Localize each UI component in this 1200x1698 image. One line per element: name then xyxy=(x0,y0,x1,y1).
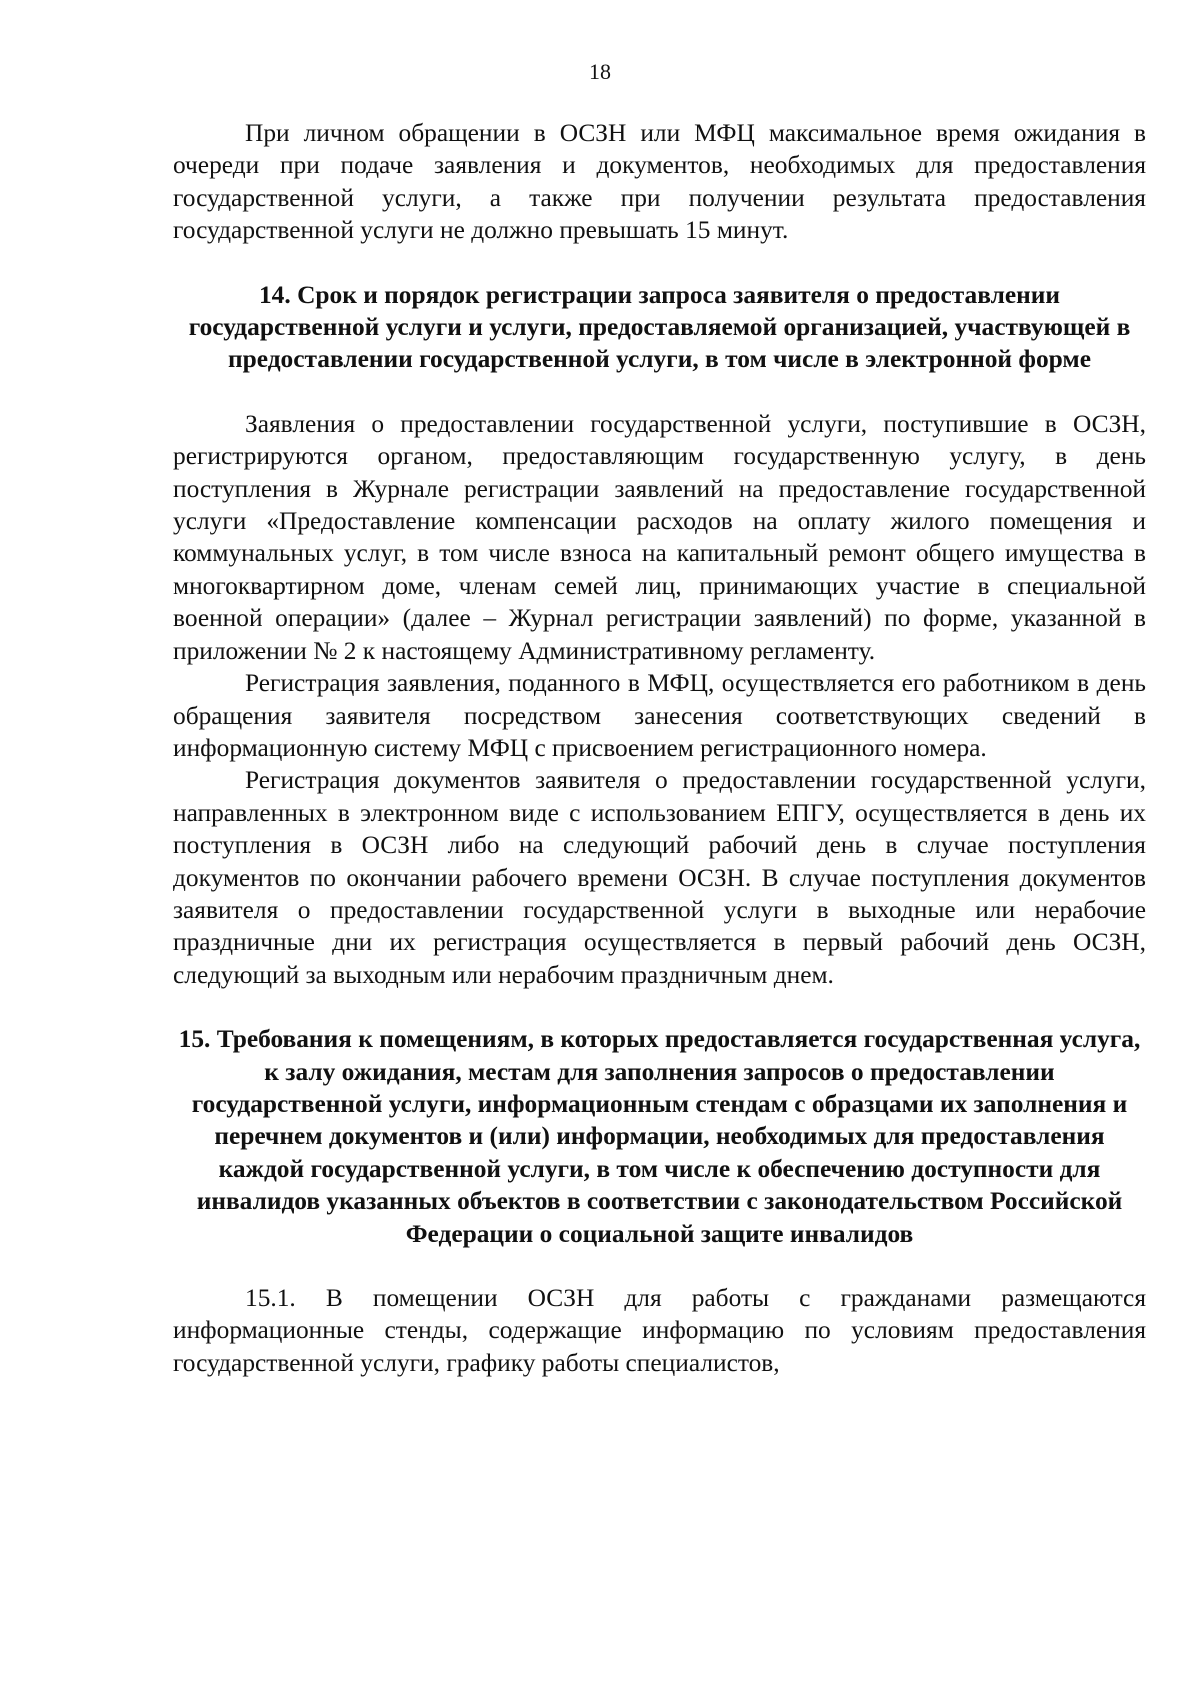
paragraph-15-1: 15.1. В помещении ОСЗН для работы с гражданами размещаются информационные стенды, содержащие информацию по условиям предоставления государственной услуги, графику работы специалистов, xyxy=(173,1284,1146,1377)
section-14-heading: 14. Срок и порядок регистрации запроса заявителя о предоставлении государственной услуги и услуги, предоставляемой организацией, участвующей в предоставлении государственной услуги, в том числе в электронной форме xyxy=(188,280,1131,374)
page-content xyxy=(173,117,1146,1379)
paragraph-registration-epgu: Регистрация документов заявителя о предоставлении государственной услуги, направленных в электронном виде с использованием ЕПГУ, осуществляется в день их поступления в ОСЗН либо на следующий рабочий день в случае поступления документов по окончании рабочего времени ОСЗН. В случае поступления документов заявителя о предоставлении государственной услуги в выходные или нерабочие праздничные дни их регистрация осуществляется в первый рабочий день ОСЗН, следующий за выходным или нерабочим праздничным днем. xyxy=(173,766,1146,989)
paragraph-waiting-time: При личном обращении в ОСЗН или МФЦ максимальное время ожидания в очереди при подаче заявления и документов, необходимых для предоставления государственной услуги, а также при получении результата предоставления государственной услуги не должно превышать 15 минут. xyxy=(173,119,1146,245)
section-15-heading: 15. Требования к помещениям, в которых предоставляется государственная услуга, к залу ожидания, местам для заполнения запросов о предоставлении государственной услуги, информационным стендам с образцами их заполнения и перечнем документов и (или) информации, необходимых для предоставления каждой государственной услуги, в том числе к обеспечению доступности для инвалидов указанных объектов в соответствии с законодательством Российской Федерации о социальной защите инвалидов xyxy=(178,1025,1141,1248)
page-number: 18 xyxy=(589,59,611,84)
paragraph-registration-mfc: Регистрация заявления, поданного в МФЦ, осуществляется его работником в день обращения заявителя посредством занесения соответствующих сведений в информационную систему МФЦ с присвоением регистрационного номера. xyxy=(173,669,1146,762)
paragraph-registration-osszn: Заявления о предоставлении государственной услуги, поступившие в ОСЗН, регистрируются органом, предоставляющим государственную услугу, в день поступления в Журнале регистрации заявлений на предоставление государственной услуги «Предоставление компенсации расходов на оплату жилого помещения и коммунальных услуг, в том числе взноса на капитальный ремонт общего имущества в многоквартирном доме, членам семей лиц, принимающих участие в специальной военной операции» (далее – Журнал регистрации заявлений) по форме, указанной в приложении № 2 к настоящему Административному регламенту. xyxy=(173,409,1146,665)
